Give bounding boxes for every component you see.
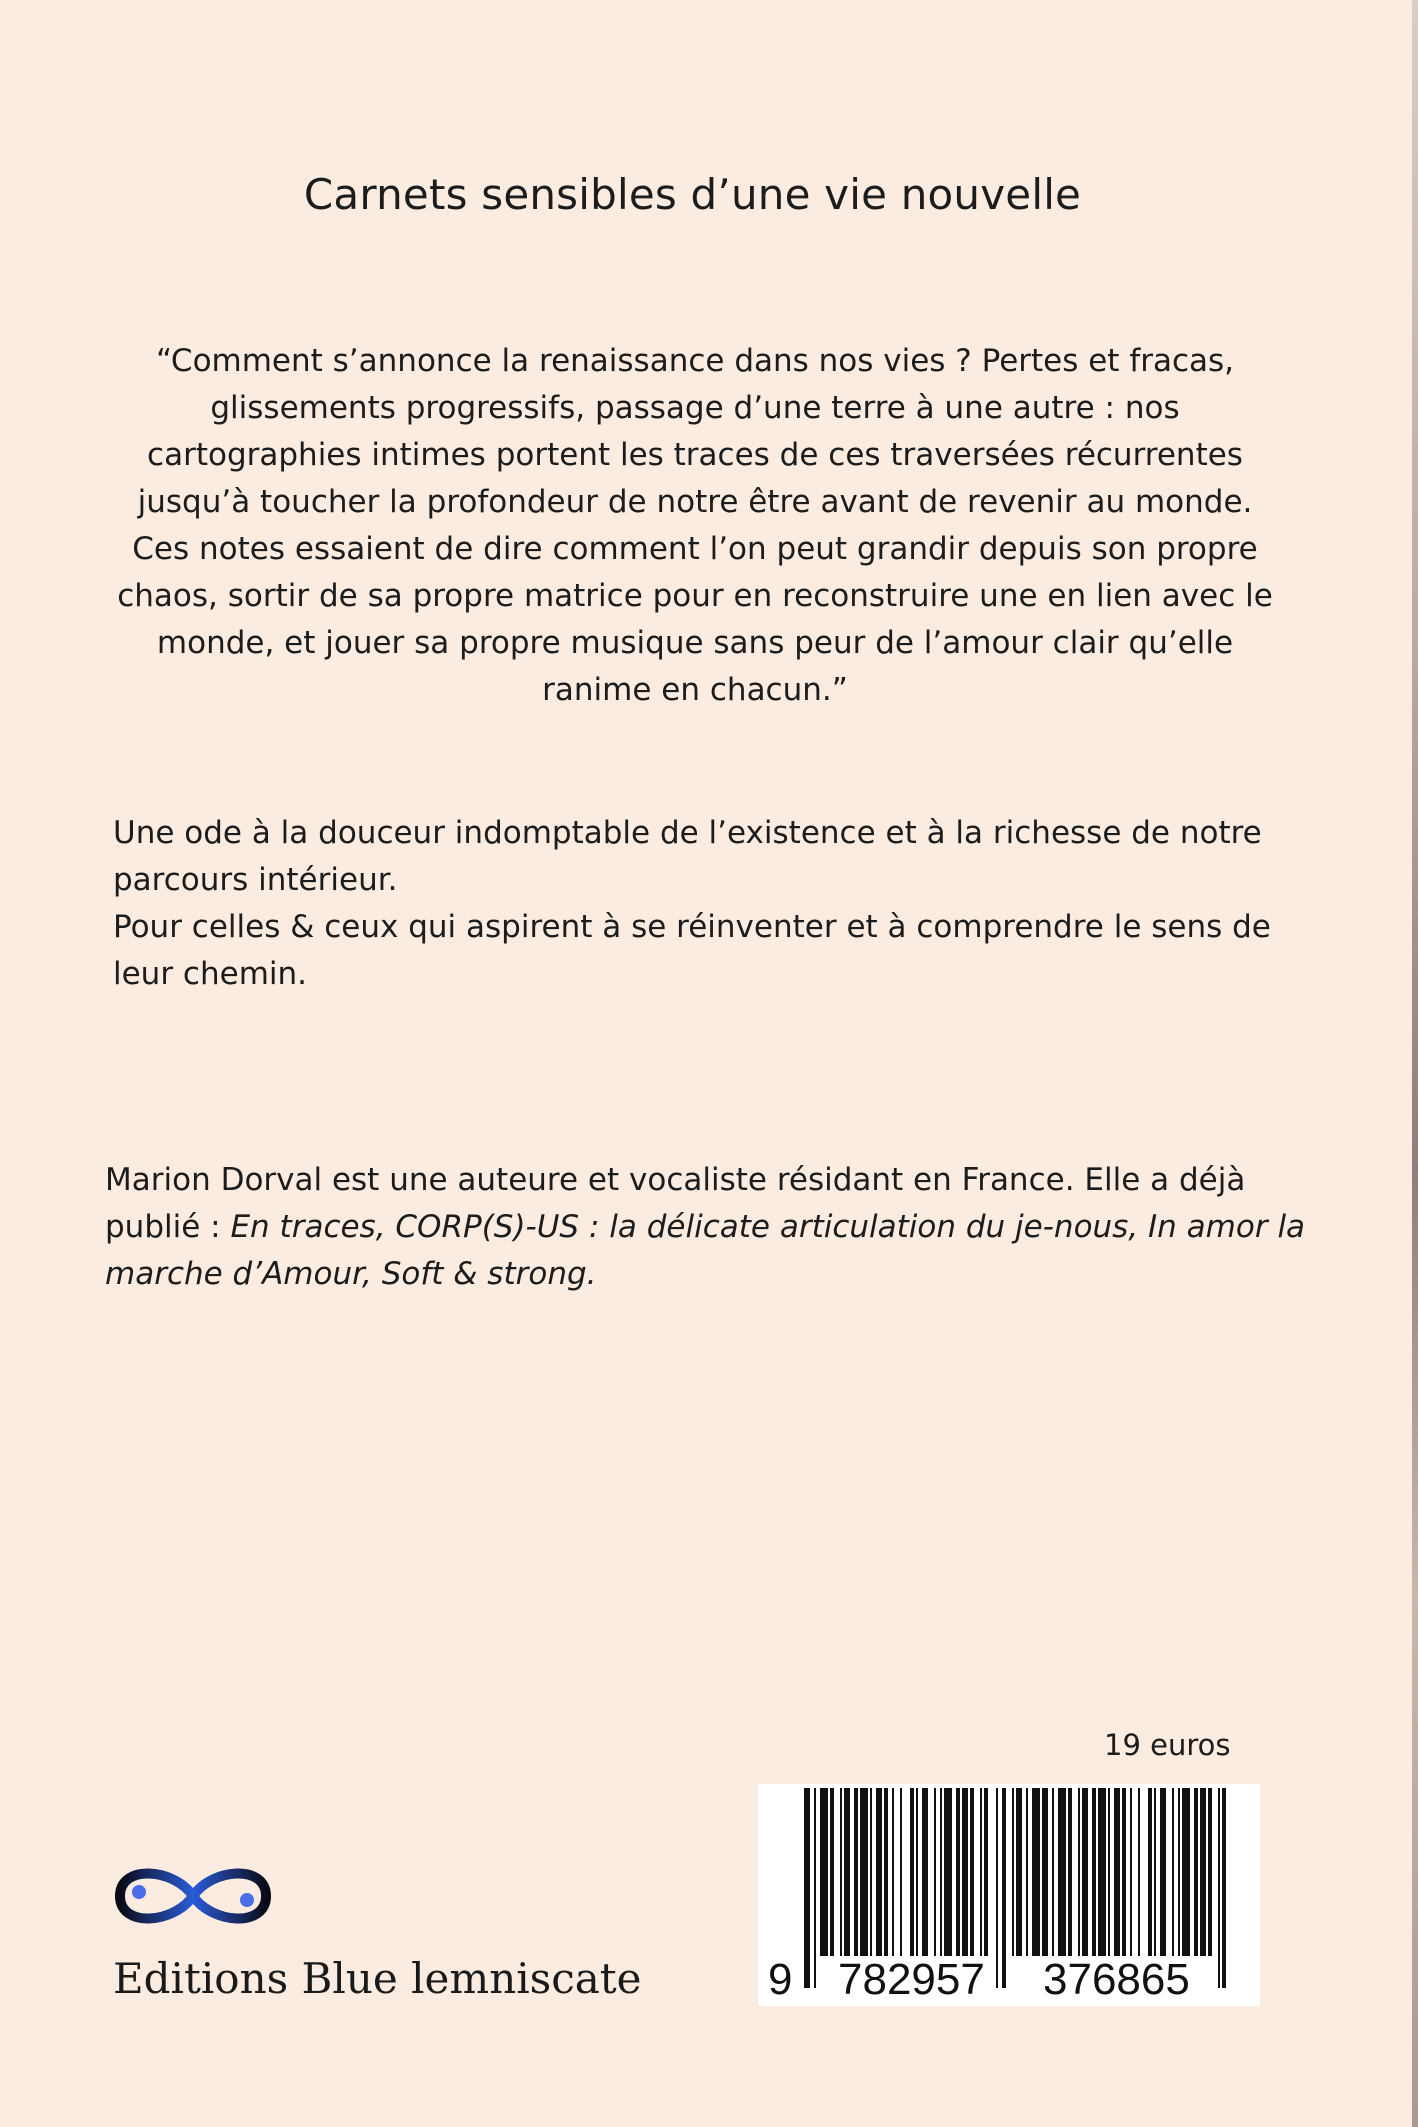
barcode-bar (1002, 1788, 1006, 1988)
barcode-bar (1172, 1788, 1174, 1956)
barcode-bar (860, 1788, 868, 1956)
book-title: Carnets sensibles d’une vie nouvelle (303, 170, 1082, 219)
barcode-digits-right: 376865 (1043, 1955, 1190, 2004)
barcode-bar (996, 1788, 998, 1988)
summary-line-1: Une ode à la douceur indomptable de l’existence et à la richesse de notre parcours intérieur. (113, 815, 1262, 898)
infinity-lemniscate-icon (112, 1858, 274, 1934)
book-summary (113, 810, 1308, 998)
barcode-bar (804, 1788, 810, 1988)
barcode-bar (854, 1788, 858, 1956)
barcode-bar (1148, 1788, 1152, 1956)
author-bio (105, 1157, 1315, 1298)
barcode-bar (1160, 1788, 1166, 1956)
barcode-digits-left: 782957 (838, 1955, 985, 2004)
barcode-bar (1082, 1788, 1088, 1956)
barcode-bar (1178, 1788, 1180, 1956)
barcode-bar (940, 1788, 942, 1956)
barcode-bar (1078, 1788, 1080, 1956)
author-bio-works: En traces, CORP(S)-US : la délicate articulation du je-nous, In amor la marche d’Amour, Soft & strong. (105, 1209, 1306, 1292)
barcode-bar (876, 1788, 882, 1956)
barcode-bar (1182, 1788, 1190, 1956)
barcode-bar (830, 1788, 834, 1956)
barcode-bar (1052, 1788, 1054, 1956)
barcode-bar (1114, 1788, 1120, 1956)
author-bio-intro: Marion Dorval est une auteure et vocaliste résidant en France. Elle a déjà publié : (105, 1162, 1246, 1245)
barcode-bar (1026, 1788, 1028, 1956)
barcode-bar (956, 1788, 960, 1956)
barcode-bar (1098, 1788, 1106, 1956)
barcode-bar (820, 1788, 828, 1956)
barcode-bar (1092, 1788, 1096, 1956)
barcode-bar (944, 1788, 952, 1956)
barcode-bar (1200, 1788, 1206, 1956)
barcode-bar (1032, 1788, 1040, 1956)
price-label: 19 euros (1104, 1728, 1231, 1762)
barcode-bar (892, 1788, 894, 1956)
publisher-name: Editions Blue lemniscate (113, 1954, 642, 2003)
barcode-bar (1130, 1788, 1132, 1956)
barcode-bar (1194, 1788, 1198, 1956)
cover-edge (1412, 0, 1418, 2127)
barcode-bar (900, 1788, 902, 1956)
back-cover-quote: “Comment s’annonce la renaissance dans nos vies ? Pertes et fracas, glissements progressifs, passage d’une terre à une autre : nos cartographies intimes portent les traces de ces traversées récurrentes jusqu’à toucher la profondeur de notre être avant de revenir au monde. Ces notes essaient de dire comment l’on peut grandir depuis son propre chaos, sortir de sa propre matrice pour en reconstruire une en lien avec le monde, et jouer sa propre musique sans peur de l’amour clair qu’elle ranime en chacun.” (117, 343, 1273, 708)
barcode-bar (1138, 1788, 1140, 1956)
barcode-bar (884, 1788, 888, 1956)
barcode-bar (844, 1788, 850, 1956)
barcode-bar (1016, 1788, 1022, 1956)
barcode-digit-lead: 9 (768, 1955, 793, 2004)
barcode-bar (1068, 1788, 1072, 1956)
barcode-bar (814, 1788, 816, 1988)
barcode-bar (1108, 1788, 1110, 1956)
barcode-bar (1208, 1788, 1212, 1956)
barcode-bar (870, 1788, 872, 1956)
barcode-bar (916, 1788, 918, 1956)
barcode-bar (1012, 1788, 1014, 1956)
barcode-bar (910, 1788, 914, 1956)
barcode-bar (1122, 1788, 1126, 1956)
barcode-bar (970, 1788, 974, 1956)
barcode-bar (840, 1788, 842, 1956)
barcode-bar (1058, 1788, 1066, 1956)
summary-line-2: Pour celles & ceux qui aspirent à se réinventer et à comprendre le sens de leur chemin. (113, 909, 1271, 992)
barcode-bar (984, 1788, 988, 1956)
isbn-barcode (758, 1784, 1260, 2006)
barcode-bar (1154, 1788, 1156, 1956)
barcode-bar (962, 1788, 968, 1956)
barcode-bar (980, 1788, 982, 1956)
barcode-bar (1218, 1788, 1220, 1988)
barcode-bar (934, 1788, 936, 1956)
barcode-bar (1042, 1788, 1048, 1956)
barcode-bar (1222, 1788, 1226, 1988)
barcode-bar (922, 1788, 928, 1956)
